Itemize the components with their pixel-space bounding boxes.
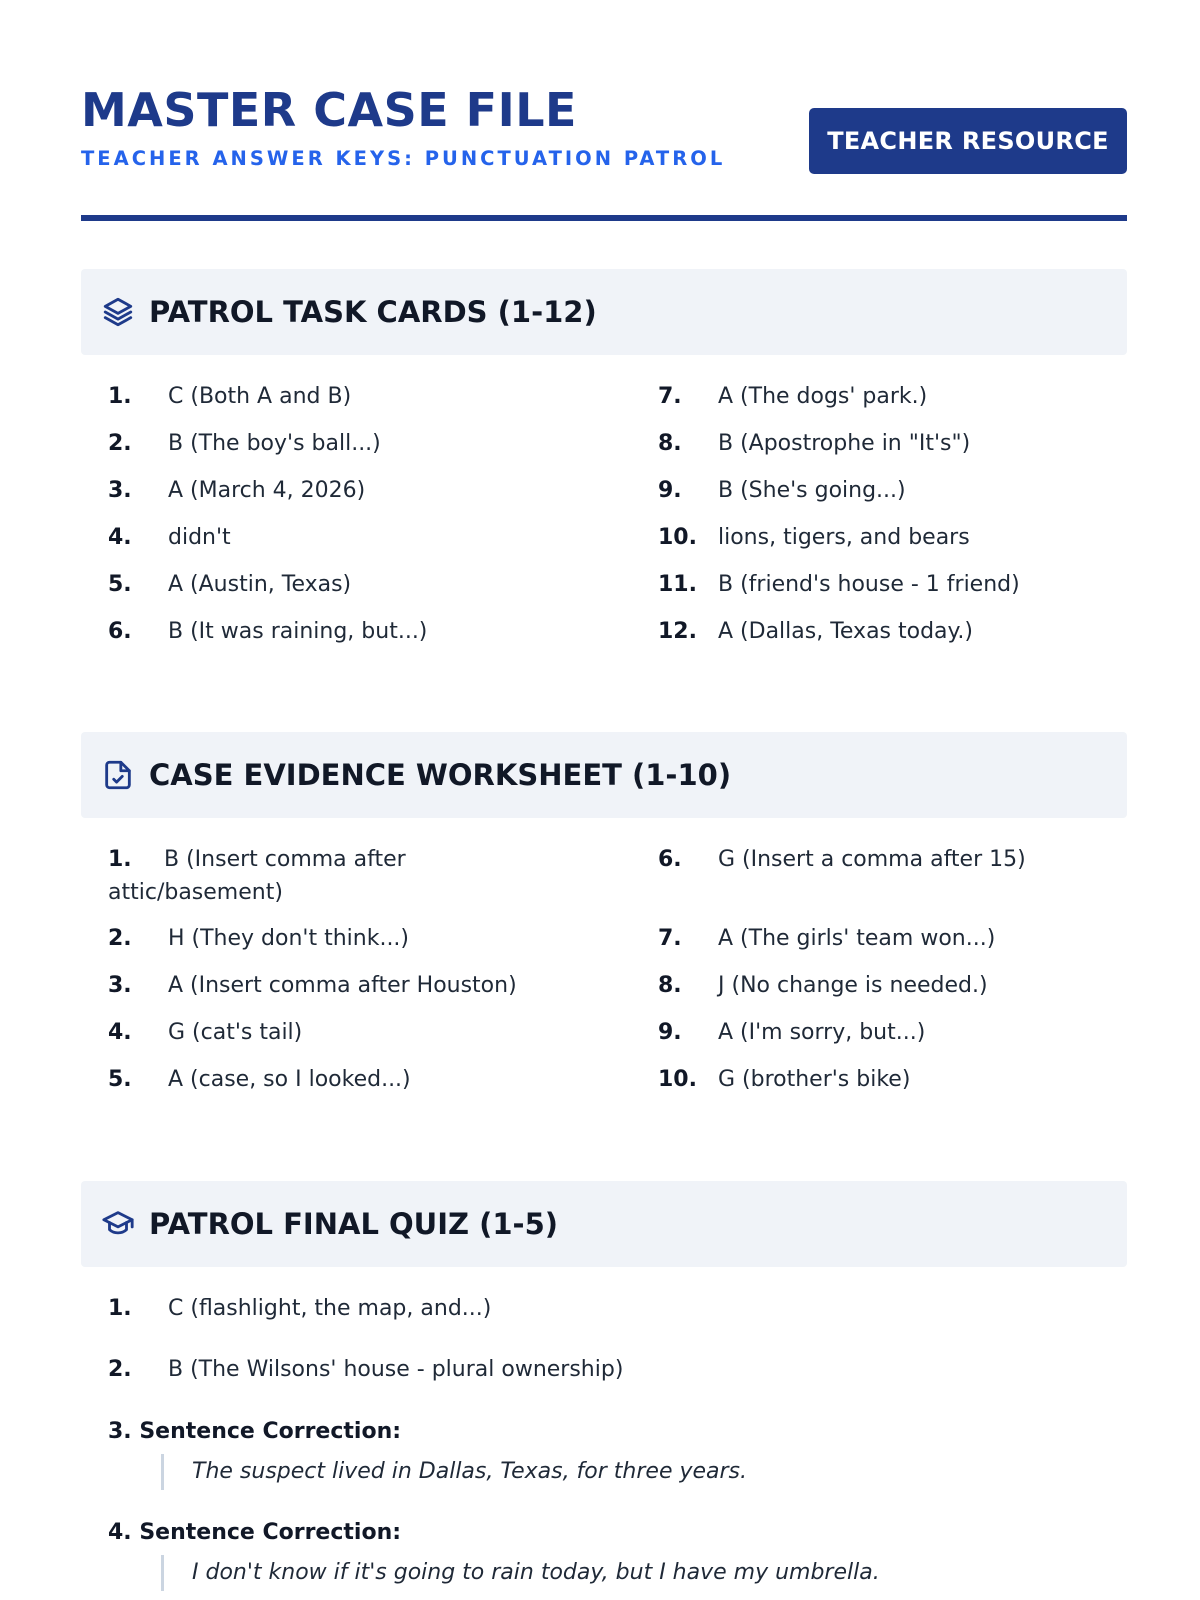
answer-item: 1. C (Both A and B) xyxy=(108,384,352,409)
teacher-resource-badge: TEACHER RESOURCE xyxy=(809,108,1127,174)
answer-item: 1. B (Insert comma after attic/basement) xyxy=(108,847,406,905)
worksheet-title: CASE EVIDENCE WORKSHEET (1-10) xyxy=(149,758,732,792)
page-title: MASTER CASE FILE xyxy=(81,83,577,137)
answer-item: 3. A (March 4, 2026) xyxy=(108,478,366,503)
correction-label: 4. Sentence Correction: xyxy=(108,1520,402,1545)
correction-sentence: I don't know if it's going to rain today, but I have my umbrella. xyxy=(161,1555,880,1591)
graduation-cap-icon xyxy=(101,1207,135,1241)
page-header xyxy=(81,0,1127,222)
answer-item: 8. B (Apostrophe in "It's") xyxy=(658,431,971,456)
answer-item: 12. A (Dallas, Texas today.) xyxy=(658,619,973,644)
answer-item: 11. B (friend's house - 1 friend) xyxy=(658,572,1020,597)
task-cards-title: PATROL TASK CARDS (1-12) xyxy=(149,295,597,329)
answer-item: 6. G (Insert a comma after 15) xyxy=(658,847,1026,872)
task-cards-section-header xyxy=(81,269,1127,355)
answer-item: 2. H (They don't think...) xyxy=(108,926,410,951)
answer-item: 4. G (cat's tail) xyxy=(108,1020,303,1045)
quiz-title: PATROL FINAL QUIZ (1-5) xyxy=(149,1207,559,1241)
correction-label: 3. Sentence Correction: xyxy=(108,1419,402,1444)
answer-item: 9. A (I'm sorry, but...) xyxy=(658,1020,926,1045)
answer-item: 10. G (brother's bike) xyxy=(658,1067,911,1092)
answer-item: 4. didn't xyxy=(108,525,231,550)
quiz-section-header xyxy=(81,1181,1127,1267)
answer-item: 5. A (Austin, Texas) xyxy=(108,572,352,597)
answer-item: 7. A (The girls' team won...) xyxy=(658,926,996,951)
answer-item: 10. lions, tigers, and bears xyxy=(658,525,970,550)
answer-item: 5. A (case, so I looked...) xyxy=(108,1067,411,1092)
answer-item: 8. J (No change is needed.) xyxy=(658,973,988,998)
answer-item: 9. B (She's going...) xyxy=(658,478,906,503)
answer-item: 1. C (flashlight, the map, and...) xyxy=(108,1296,492,1321)
answer-item: 2. B (The boy's ball...) xyxy=(108,431,381,456)
page-subtitle: TEACHER ANSWER KEYS: PUNCTUATION PATROL xyxy=(81,147,726,170)
answer-item: 3. A (Insert comma after Houston) xyxy=(108,973,517,998)
answer-key-page xyxy=(81,0,1127,1585)
correction-sentence: The suspect lived in Dallas, Texas, for three years. xyxy=(161,1454,747,1490)
answer-item: 2. B (The Wilsons' house - plural ownership) xyxy=(108,1357,624,1382)
worksheet-section-header xyxy=(81,732,1127,818)
answer-item: 7. A (The dogs' park.) xyxy=(658,384,928,409)
answer-item: 6. B (It was raining, but...) xyxy=(108,619,428,644)
layers-icon xyxy=(101,295,135,329)
file-check-icon xyxy=(101,758,135,792)
header-divider xyxy=(81,215,1127,221)
